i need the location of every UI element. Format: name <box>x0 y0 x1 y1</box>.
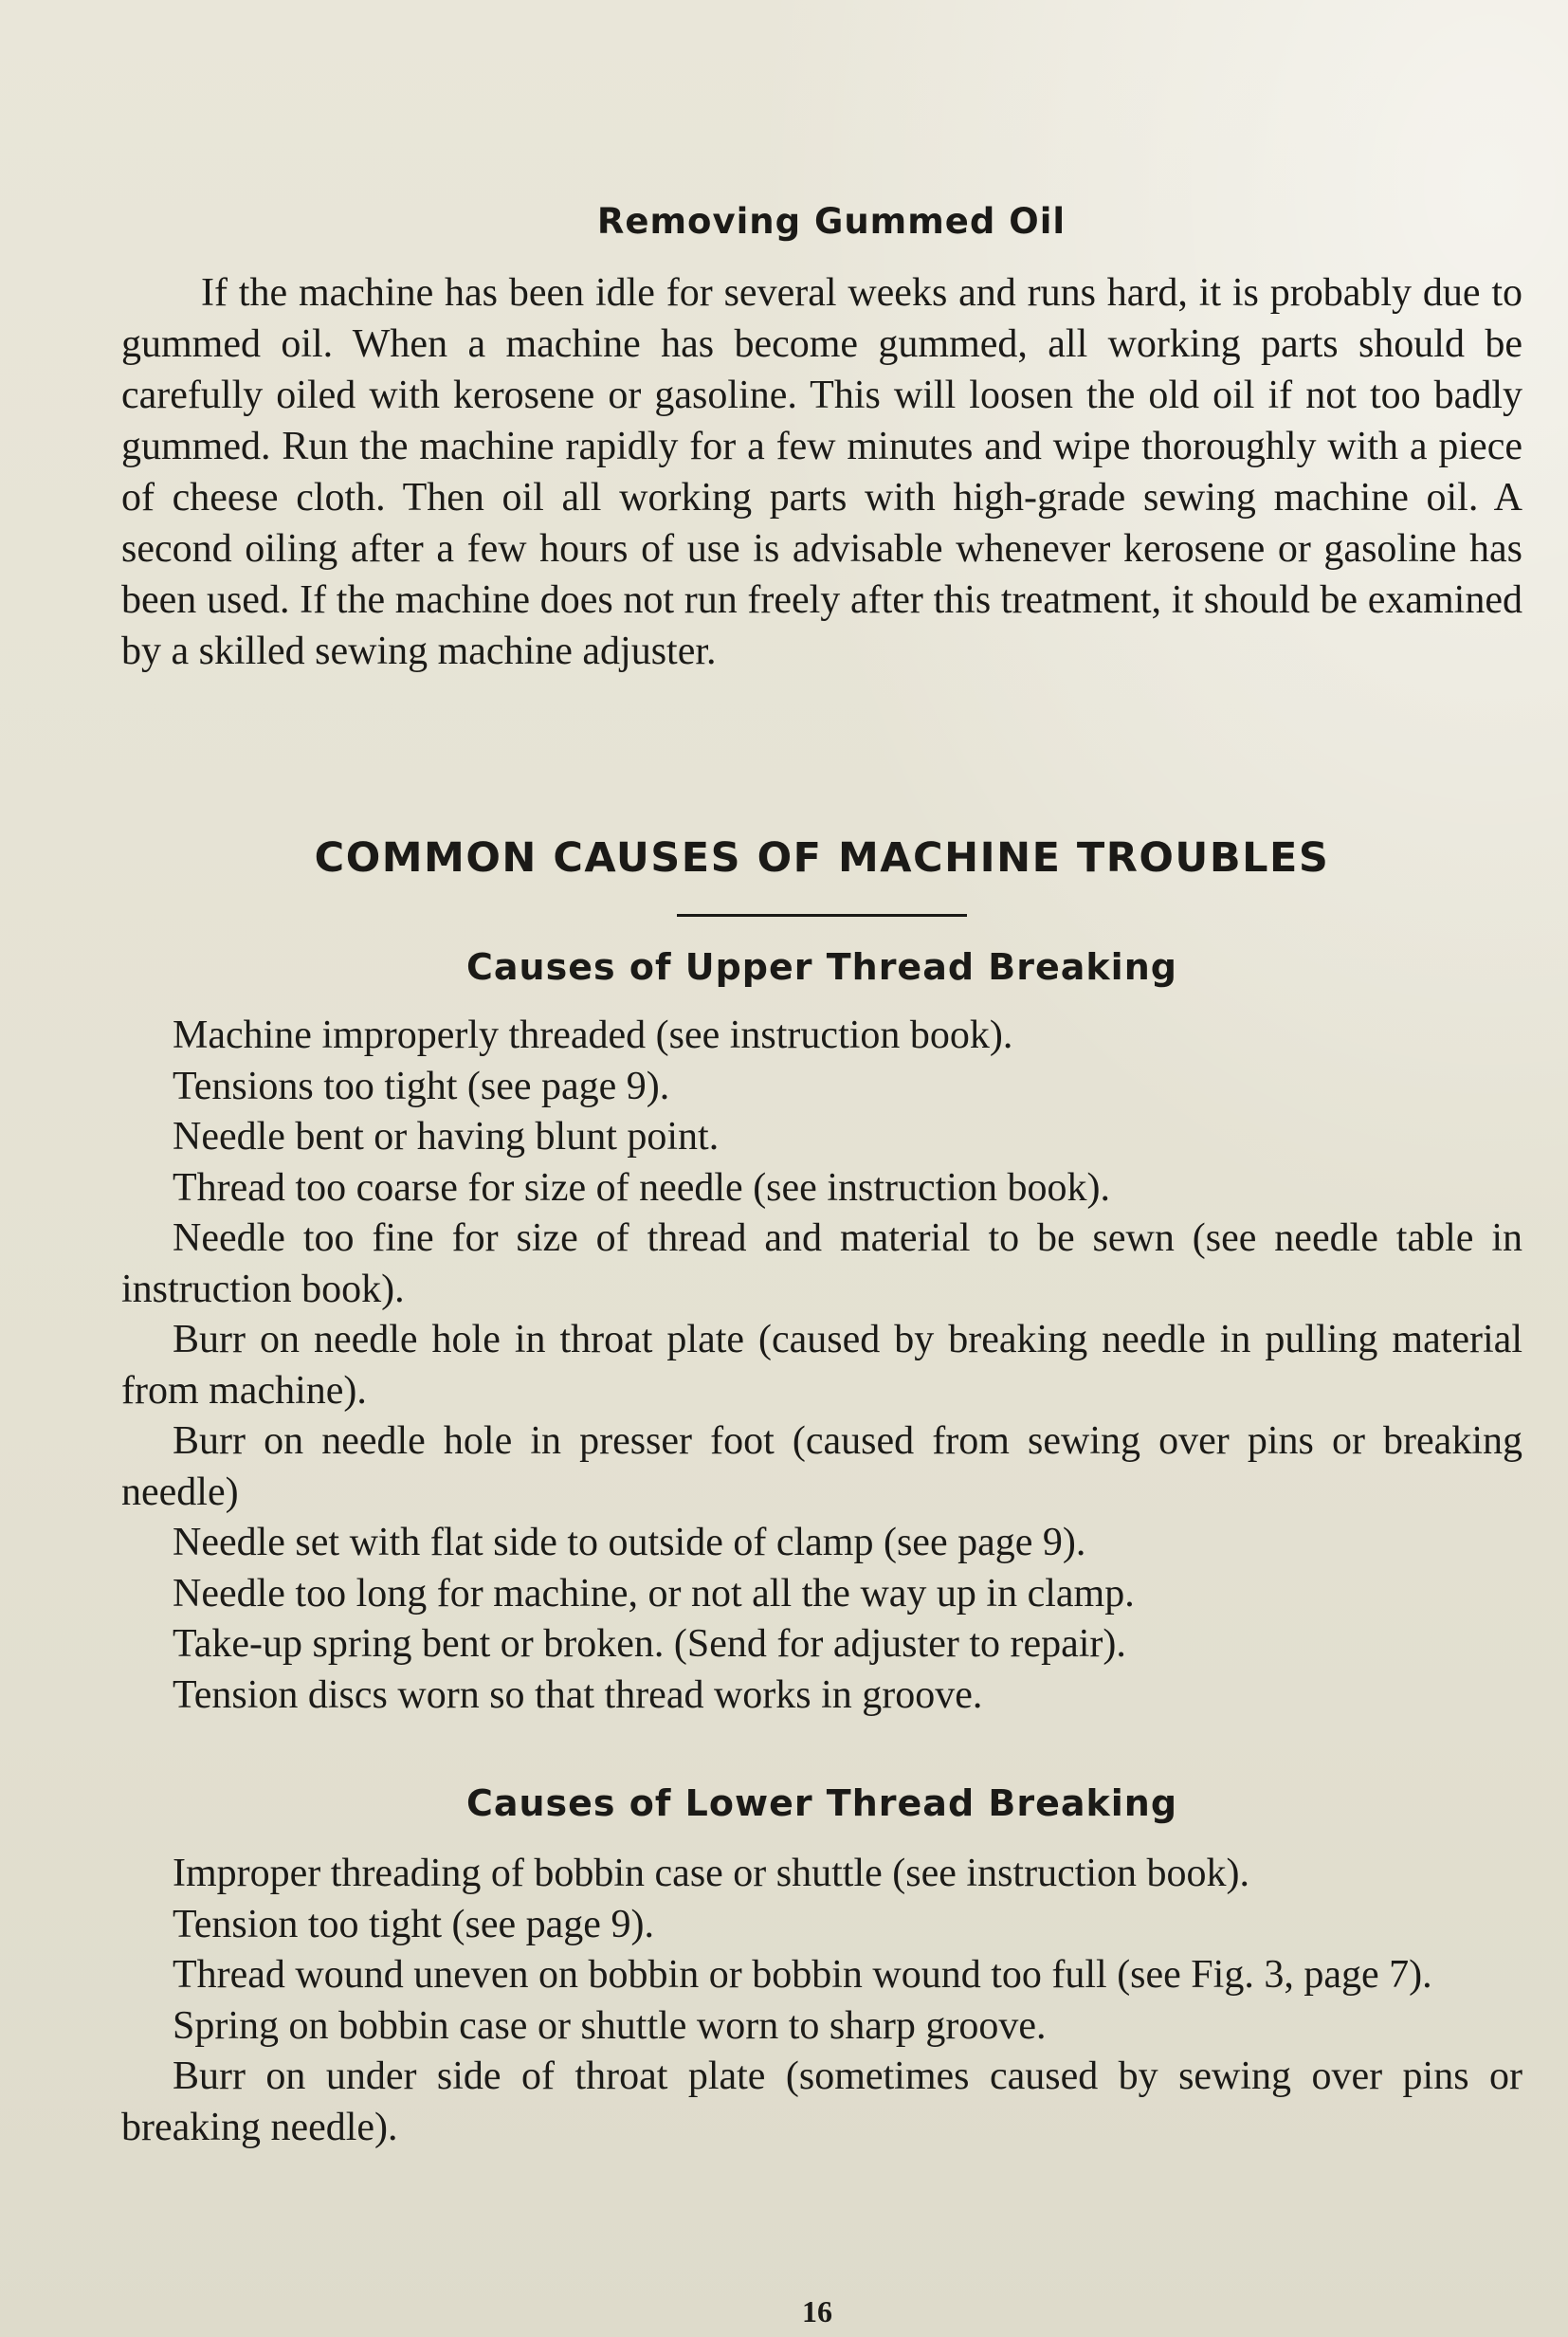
gummed-oil-paragraph: If the machine has been idle for several weeks and runs hard, it is probably due to gummed oil. When a machine has become gummed, all working parts should be carefully oiled with kerosene or gasoline. This will loosen the old oil if not too badly gummed. Run the machine rapidly for a few minutes and wipe thoroughly with a piece of cheese cloth. Then oil all working parts with high-grade sewing machine oil. A second oiling after a few hours of use is advisable whenever kerosene or gasoline has been used. If the machine does not run freely after this treatment, it should be examined by a skilled sewing machine adjuster. <box>121 271 1522 673</box>
list-item: Tensions too tight (see page 9). <box>173 1064 670 1108</box>
list-item: Take-up spring bent or broken. (Send for adjuster to repair). <box>173 1622 1126 1666</box>
list-item: Tension discs worn so that thread works in groove. <box>173 1672 983 1717</box>
section-title-upper-thread: Causes of Upper Thread Breaking <box>466 946 1177 988</box>
title-divider <box>677 914 967 917</box>
upper-thread-causes-list <box>121 1011 1522 1721</box>
list-item: Machine improperly threaded (see instruction book). <box>173 1013 1013 1057</box>
list-item: Needle too fine for size of thread and material to be sewn (see needle table in instruction book). <box>121 1216 1522 1311</box>
section-title-lower-thread: Causes of Lower Thread Breaking <box>465 1782 1178 1824</box>
list-item: Burr on needle hole in presser foot (caused from sewing over pins or breaking needle) <box>121 1419 1522 1514</box>
list-item: Thread too coarse for size of needle (see instruction book). <box>173 1165 1110 1210</box>
list-item: Needle bent or having blunt point. <box>173 1115 720 1159</box>
lower-thread-causes-list <box>121 1849 1522 2153</box>
section-title-common-causes: COMMON CAUSES OF MACHINE TROUBLES <box>314 834 1330 882</box>
page-number: 16 <box>802 2294 832 2328</box>
list-item: Burr on needle hole in throat plate (caused by breaking needle in pulling material from machine). <box>121 1318 1522 1413</box>
list-item: Thread wound uneven on bobbin or bobbin wound too full (see Fig. 3, page 7). <box>173 1953 1432 1997</box>
list-item: Improper threading of bobbin case or shuttle (see instruction book). <box>173 1852 1250 1895</box>
list-item: Needle too long for machine, or not all the way up in clamp. <box>173 1571 1135 1616</box>
list-item: Burr on under side of throat plate (sometimes caused by sewing over pins or breaking needle). <box>121 2054 1522 2149</box>
list-item: Tension too tight (see page 9). <box>173 1902 654 1946</box>
section-title-gummed-oil: Removing Gummed Oil <box>596 201 1067 242</box>
list-item: Spring on bobbin case or shuttle worn to sharp groove. <box>173 2003 1047 2048</box>
list-item: Needle set with flat side to outside of clamp (see page 9). <box>173 1521 1086 1564</box>
